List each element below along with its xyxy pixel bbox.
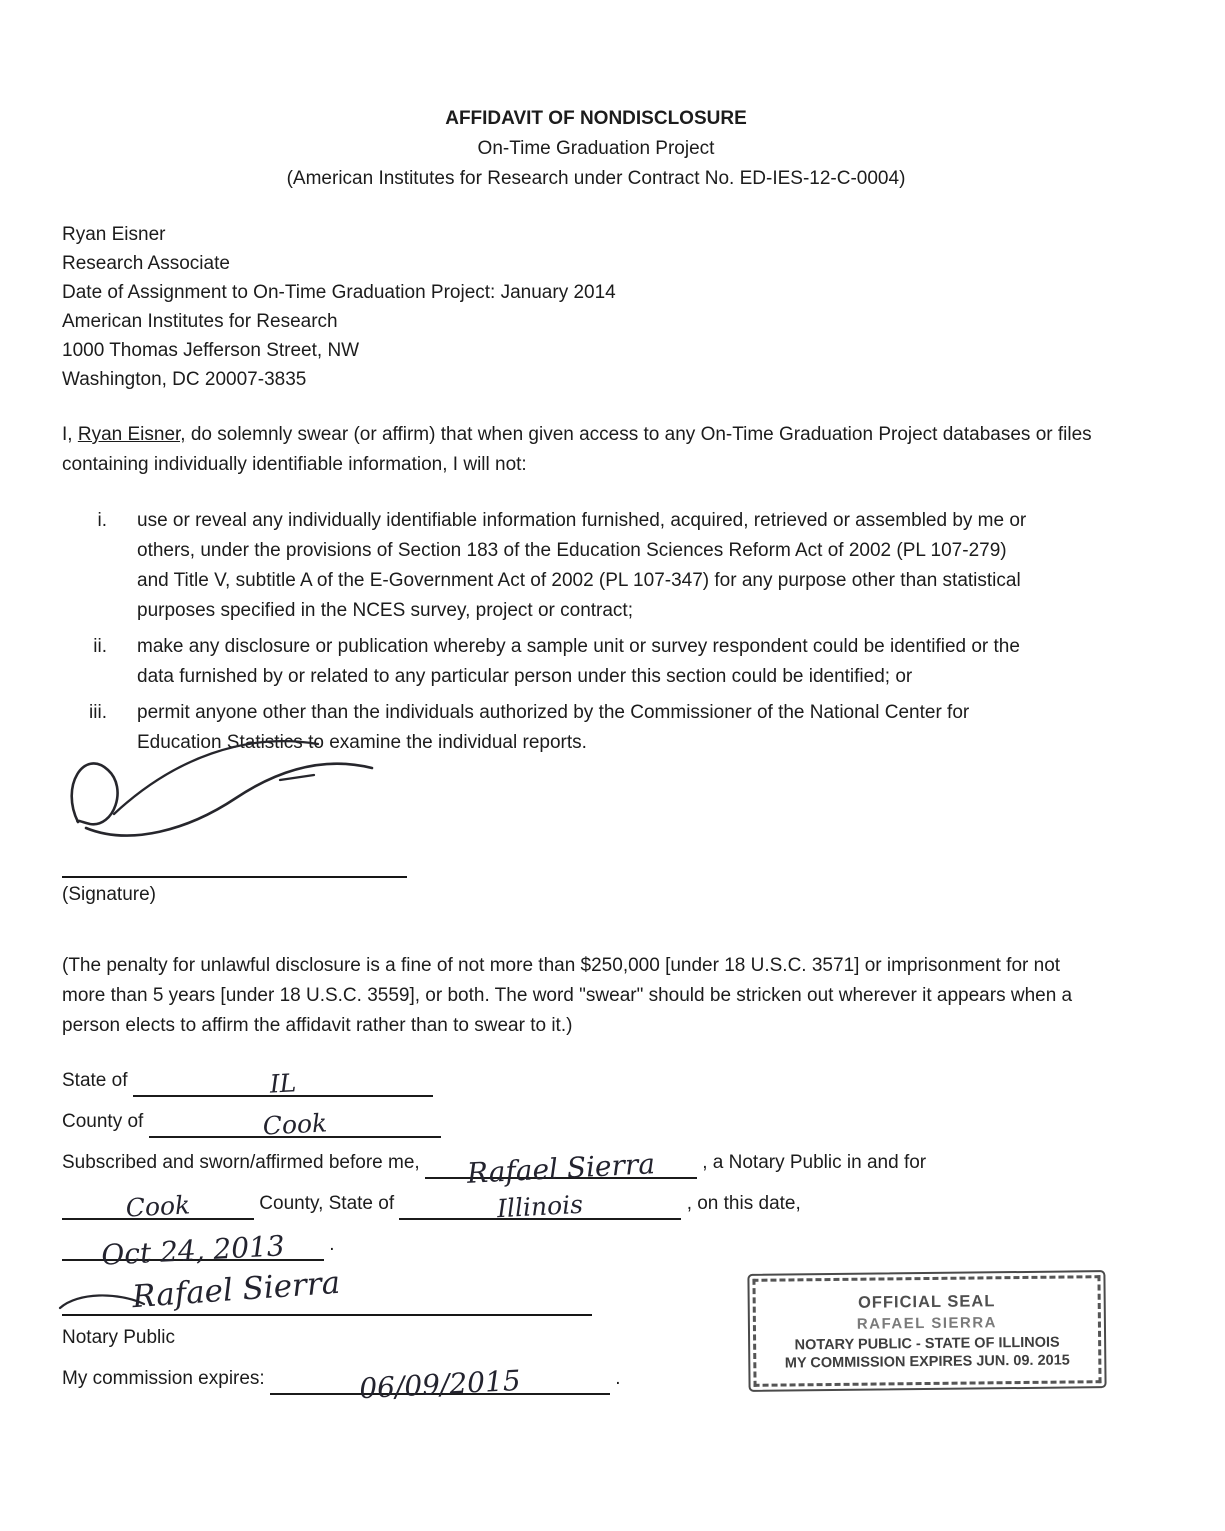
state-label: State of	[62, 1070, 128, 1091]
street-address-line: 1000 Thomas Jefferson Street, NW	[62, 340, 360, 361]
notary-name-field	[425, 1147, 697, 1190]
affiant-name-line: Ryan Eisner	[62, 224, 166, 245]
state2-field	[399, 1189, 681, 1224]
notary-stamp	[747, 1270, 1106, 1392]
state-row	[62, 1065, 1130, 1097]
county2-handwritten: Cook	[125, 1190, 191, 1223]
sworn-prefix-text: Subscribed and sworn/affirmed before me,	[62, 1152, 420, 1173]
state-field	[133, 1068, 433, 1099]
penalty-paragraph: (The penalty for unlawful disclosure is a fine of not more than $250,000 [under 18 U.S.C. 3571] or imprisonment for not more than 5 years [under 18 U.S.C. 3559], or both. The word "swear" should be stricken out wherever it appears when a person elects to affirm the affidavit rather than to swear to it.)	[62, 955, 1073, 1036]
signature-line	[62, 876, 407, 878]
notary-signature-line	[62, 1314, 592, 1316]
date-field	[62, 1229, 324, 1272]
oath-intro-prefix: I,	[62, 424, 78, 445]
affiant-underlined-name: Ryan Eisner,	[77, 424, 186, 445]
oath-intro-suffix: do solemnly swear (or affirm) that when given access to any On-Time Graduation Project databases or files containing individually identifiable information, I will not:	[62, 424, 1092, 475]
oath-item-2-text: make any disclosure or publication whereby a sample unit or survey respondent could be identified or the data furnished by or related to any particular person under this section could be identified; or	[137, 636, 1020, 687]
oath-item-2-number: ii.	[93, 636, 107, 657]
oath-item-1-number: i.	[97, 510, 107, 531]
oath-item-3-text: permit anyone other than the individuals authorized by the Commissioner of the National Center for Education Statistics to examine the individual reports.	[137, 702, 970, 753]
county-label: County of	[62, 1111, 144, 1132]
organization-line: American Institutes for Research	[62, 311, 338, 332]
commission-label: My commission expires:	[62, 1368, 265, 1389]
sworn-middle-text: , a Notary Public in and for	[702, 1152, 927, 1173]
oath-item-2	[62, 632, 1130, 692]
county-handwritten-value: Cook	[261, 1108, 328, 1141]
contract-subtitle: (American Institutes for Research under Contract No. ED-IES-12-C-0004)	[286, 168, 906, 189]
notary-handwritten-signature: Rafael Sierra	[130, 1264, 342, 1316]
sworn-row-1	[62, 1147, 1130, 1190]
county-field	[149, 1108, 441, 1141]
oath-item-1	[62, 506, 1130, 626]
oath-item-3-number: iii.	[89, 702, 107, 723]
document-header	[62, 104, 1130, 194]
stamp-title-text: NOTARY PUBLIC - STATE OF ILLINOIS	[794, 1334, 1060, 1353]
commission-field	[270, 1363, 610, 1406]
oath-item-1-text: use or reveal any individually identifiable information furnished, acquired, retrieved or assembled by me or others, under the provisions of Section 183 of the Education Sciences Reform Act of 2002 (PL 107-279) and Title V, subtitle A of the E-Government Act of 2002 (PL 107-347) for any purpose other than statistical purposes specified in the NCES survey, project or contract;	[137, 510, 1027, 621]
assignment-date-line: Date of Assignment to On-Time Graduation Project: January 2014	[62, 282, 616, 303]
sworn-row-2	[62, 1188, 1130, 1224]
project-subtitle: On-Time Graduation Project	[477, 138, 715, 159]
handwritten-signature-stroke	[56, 714, 406, 854]
state-handwritten-value: IL	[268, 1068, 297, 1099]
document-title: AFFIDAVIT OF NONDISCLOSURE	[445, 108, 747, 129]
date-period: .	[329, 1234, 335, 1255]
city-address-line: Washington, DC 20007-3835	[62, 369, 307, 390]
sworn-suffix-text: , on this date,	[686, 1193, 801, 1214]
stamp-official-seal-text: OFFICIAL SEAL	[857, 1291, 996, 1312]
affiant-info-block	[62, 220, 1130, 394]
notary-public-label: Notary Public	[62, 1327, 175, 1348]
affiant-signature-block	[62, 756, 1130, 921]
commission-period: .	[615, 1368, 621, 1389]
commission-handwritten: 06/09/2015	[358, 1363, 522, 1406]
signature-label: (Signature)	[62, 884, 156, 905]
affiant-title-line: Research Associate	[62, 253, 230, 274]
date-handwritten: Oct 24, 2013	[100, 1229, 286, 1272]
date-row	[62, 1229, 1130, 1272]
notary-name-handwritten: Rafael Sierra	[466, 1147, 656, 1190]
state2-handwritten: Illinois	[496, 1189, 585, 1224]
county2-field	[62, 1190, 254, 1223]
stamp-expiry-text: MY COMMISSION EXPIRES JUN. 09. 2015	[784, 1352, 1070, 1371]
county2-label: County, State of	[259, 1193, 395, 1214]
oath-intro-paragraph	[62, 420, 1107, 480]
stamp-notary-name-text: RAFAEL SIERRA	[856, 1313, 998, 1333]
county-row	[62, 1106, 1130, 1141]
